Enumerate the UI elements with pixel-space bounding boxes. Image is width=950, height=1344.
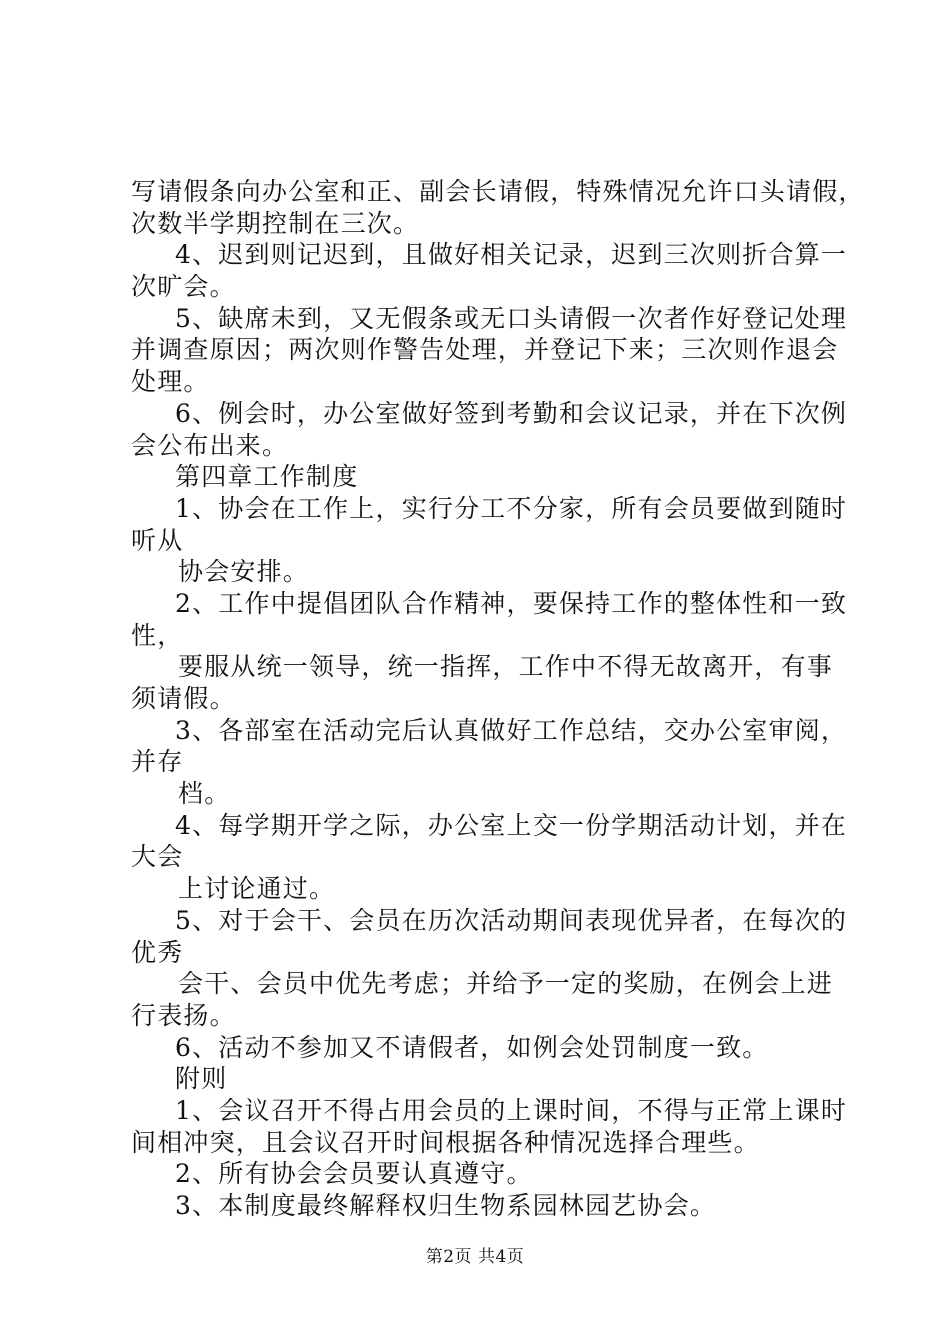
text-line: 次旷会。 [131, 272, 236, 302]
text-line: 3、各部室在活动完后认真做好工作总结，交办公室审阅， [175, 715, 848, 745]
text-line: 会公布出来。 [131, 430, 289, 460]
text-line: 2、所有协会会员要认真遵守。 [175, 1159, 533, 1189]
text-line: 4、迟到则记迟到，且做好相关记录，迟到三次则折合算一 [175, 240, 848, 270]
text-line: 2、工作中提倡团队合作精神，要保持工作的整体性和一致 [175, 588, 848, 618]
text-line: 1、会议召开不得占用会员的上课时间，不得与正常上课时 [175, 1095, 848, 1125]
text-line: 5、对于会干、会员在历次活动期间表现优异者，在每次的 [175, 905, 848, 935]
text-line: 要服从统一领导，统一指挥，工作中不得无故离开，有事 [178, 652, 834, 682]
text-line: 次数半学期控制在三次。 [131, 208, 420, 238]
text-line: 并存 [131, 747, 184, 777]
page-footer [0, 1242, 950, 1267]
text-line: 第四章工作制度 [175, 462, 359, 492]
text-line: 6、活动不参加又不请假者，如例会处罚制度一致。 [175, 1032, 769, 1062]
text-line: 附则 [175, 1064, 228, 1094]
text-line: 档。 [178, 779, 231, 809]
text-line: 听从 [131, 525, 184, 555]
text-line: 协会安排。 [178, 557, 310, 587]
text-line: 上讨论通过。 [178, 874, 336, 904]
text-line: 行表扬。 [131, 1000, 236, 1030]
text-line: 会干、会员中优先考虑；并给予一定的奖励，在例会上进 [178, 969, 834, 999]
text-line: 大会 [131, 842, 184, 872]
text-line: 并调查原因；两次则作警告处理，并登记下来；三次则作退会 [131, 335, 839, 365]
text-line: 优秀 [131, 937, 184, 967]
text-line: 间相冲突，且会议召开时间根据各种情况选择合理些。 [131, 1127, 760, 1157]
text-line: 须请假。 [131, 684, 236, 713]
text-line: 6、例会时，办公室做好签到考勤和会议记录，并在下次例 [175, 398, 848, 428]
text-line: 1、协会在工作上，实行分工不分家，所有会员要做到随时 [175, 493, 848, 523]
text-line: 写请假条向办公室和正、副会长请假，特殊情况允许口头请假， [131, 177, 865, 206]
text-line: 处理。 [131, 367, 210, 397]
page-number: 第2页 共4页 [425, 1247, 525, 1267]
text-line: 3、本制度最终解释权归生物系园林园艺协会。 [175, 1191, 717, 1220]
text-line: 5、缺席未到，又无假条或无口头请假一次者作好登记处理 [175, 303, 848, 333]
text-line: 4、每学期开学之际，办公室上交一份学期活动计划，并在 [175, 810, 848, 840]
text-line: 性， [131, 620, 184, 650]
document-body [131, 176, 865, 1222]
